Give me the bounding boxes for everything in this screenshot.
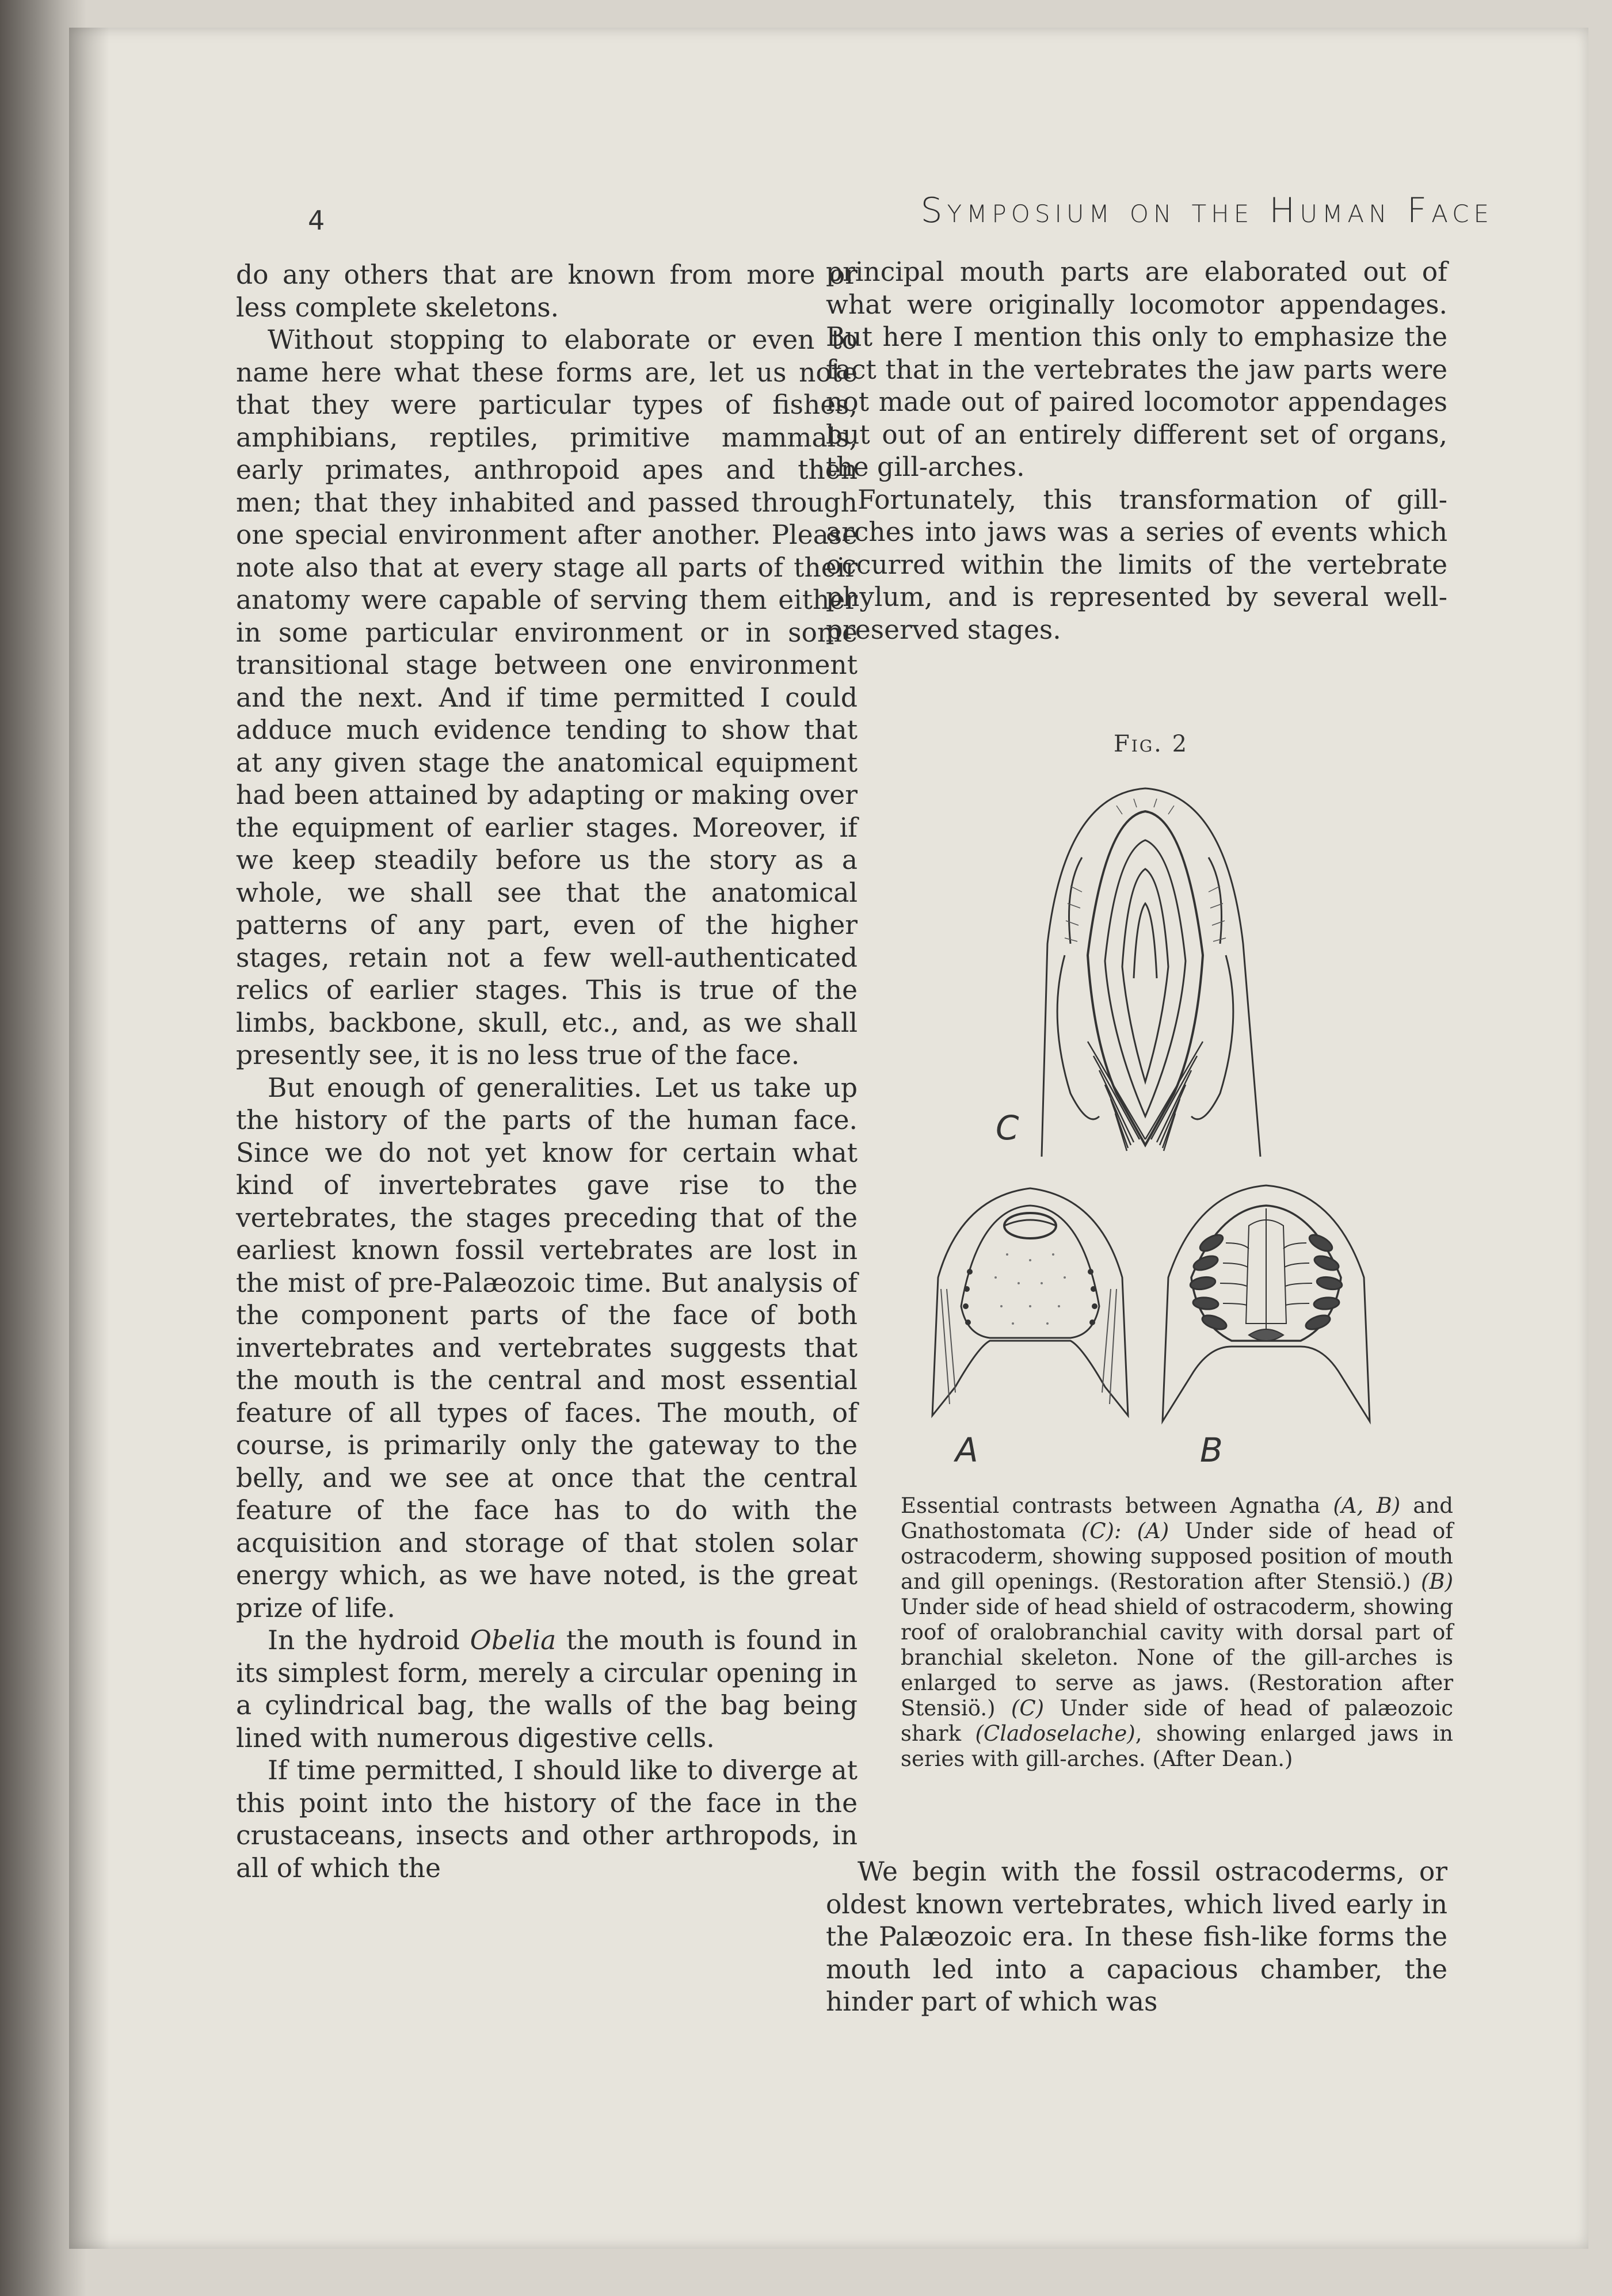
diagram-a-ostracoderm-underside [932,1188,1128,1416]
caption-text-4: Under side of head shield of ostracoderm, showing roof of oralobranchial cavity with dorsal part of branchial skeleton. None of the gill-arches is enlarged to serve as jaws. (Restoration after Stensiö.) [901,1595,1453,1721]
right-paragraph-3: We begin with the fossil ostracoderms, or oldest known vertebrates, which lived early in the Palæozoic era. In these fish-like forms the mouth led into a capacious chamber, the hinder part of which was [826,1856,1447,2017]
left-paragraph-3: But enough of generalities. Let us take up the history of the parts of the human face. Since we do not yet know for certain what kind of invertebrates gave rise to the vertebrates, the stages preceding that of the earliest known fossil vertebrates are lost in the mist of pre-Palæozoic time. But analysis of the component parts of the face of both invertebrates and vertebrates suggests that the mouth is the central and most essential feature of all types of faces. The mouth, of course, is primarily only the gateway to the belly, and we see at once that the central feature of the face has to do with the acquisition and storage of that stolen solar energy which, as we have noted, is the great prize of life. [236,1072,858,1623]
obelia-text-before: In the hydroid [268,1625,470,1656]
figure-drawing [898,771,1462,1490]
caption-italic-4: (C) [1011,1696,1045,1721]
diagram-b-ostracoderm-shield [1163,1185,1370,1421]
gutter-shadow [69,28,109,2249]
caption-text-6: , showing enlarged jaws in series with gill-arches. (After Dean.) [901,1721,1454,1771]
running-head-title: Symposium on the Human Face [920,190,1493,231]
left-paragraph-5: If time permitted, I should like to diverge at this point into the history of the face in the crustaceans, insects and other arthropods, in all of which the [236,1755,858,1883]
page-number: 4 [308,205,325,236]
figure-2-illustration [898,771,1462,1490]
right-column-bottom [826,1856,1447,2019]
figure-letter-b: B [1200,1431,1223,1470]
caption-italic-3: (B) [1420,1569,1453,1594]
caption-italic-1: (A, B) [1333,1493,1401,1518]
figure-caption [901,1493,1453,1772]
running-head [69,182,1588,239]
obelia-text-after: the mouth is found in its simplest form, merely a circular opening in a cylindrical bag, the walls of the bag being lined with numerous digestive cells. [236,1625,858,1753]
right-column-top [826,256,1447,646]
left-paragraph-2: Without stopping to elaborate or even to name here what these forms are, let us note that they were particular types of fishes, amphibians, reptiles, primitive mammals, early primates, anthropoid apes and then men; that they inhabited and passed through one special environment after another. Please note also that at every stage all parts of their anatomy were capable of serving them either in some particular environment or in some transitional stage between one environment and the next. And if time permitted I could adduce much evidence tending to show that at any given stage the anatomical equipment had been attained by adapting or making over the equipment of earlier stages. Moreover, if we keep steadily before us the story as a whole, we shall see that the anatomical patterns of any part, even of the higher stages, retain not a few well-authenticated relics of earlier stages. This is true of the limbs, backbone, skull, etc., and, as we shall presently see, it is no less true of the face. [236,325,858,1070]
figure-letter-c: C [996,1108,1019,1147]
diagram-c-shark-head [1042,788,1260,1157]
left-column [236,259,858,1885]
caption-text-1: Essential contrasts between Agnatha [901,1493,1333,1518]
figure-letter-a: A [955,1431,978,1470]
caption-text-2: and Gnathostomata [901,1493,1453,1543]
caption-italic-5: (Cladoselache) [975,1721,1135,1746]
obelia-italic: Obelia [470,1625,557,1656]
left-paragraph-4 [236,1624,858,1755]
caption-text-5: Under side of head of palæozoic shark [901,1696,1453,1746]
caption-text-3: Under side of head of ostracoderm, showing supposed position of mouth and gill openings. (Restoration after Stensiö.) [901,1519,1454,1594]
figure-label: Fig. 2 [1114,731,1189,757]
right-paragraph-1: principal mouth parts are elaborated out of what were originally locomotor appendages. But here I mention this only to emphasize the fact that in the vertebrates the jaw parts were not made out of paired locomotor appendages but out of an entirely different set of organs, the gill-arches. [826,257,1447,482]
right-paragraph-2: Fortunately, this transformation of gill-arches into jaws was a series of events which occurred within the limits of the vertebrate phylum, and is represented by several well-preserved stages. [826,484,1447,645]
left-paragraph-1: do any others that are known from more or less complete skeletons. [236,260,858,323]
caption-italic-2: (C): (A) [1081,1519,1169,1543]
